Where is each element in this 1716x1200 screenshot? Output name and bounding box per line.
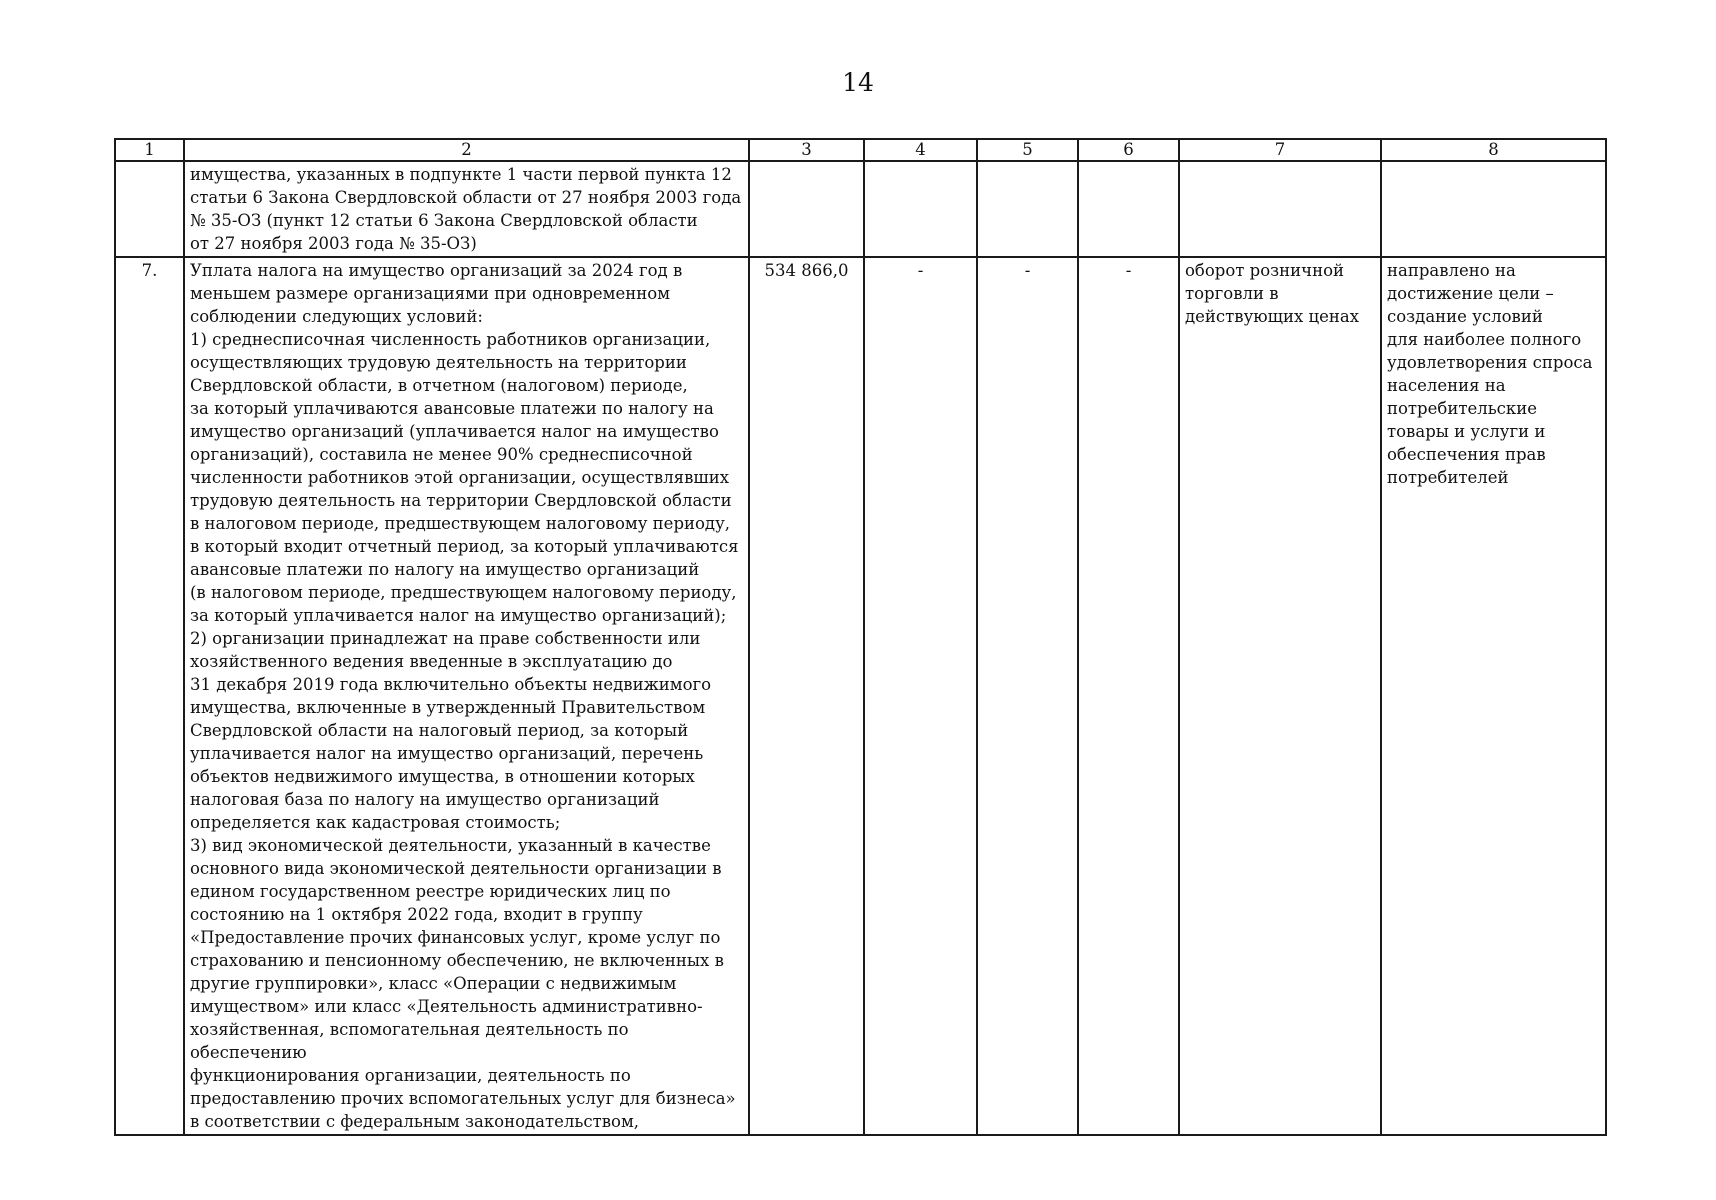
cell-indicator: оборот розничной торговли в действующих ценах (1179, 257, 1381, 1135)
cell-col-4: - (864, 257, 977, 1135)
cell-col-6: - (1078, 257, 1179, 1135)
cell-amount (749, 161, 864, 257)
cell-col-4 (864, 161, 977, 257)
cell-amount: 534 866,0 (749, 257, 864, 1135)
cell-number: 7. (115, 257, 184, 1135)
header-col-5: 5 (977, 139, 1078, 161)
header-col-6: 6 (1078, 139, 1179, 161)
header-col-4: 4 (864, 139, 977, 161)
page-number: 14 (842, 68, 874, 97)
header-col-7: 7 (1179, 139, 1381, 161)
header-col-2: 2 (184, 139, 749, 161)
cell-description: Уплата налога на имущество организаций за 2024 год в меньшем размере организациями при одновременном соблюдении следующих условий: 1) среднесписочная численность работников организации, осуществляющих трудовую деятельность на территории Свердловской области, в отчетном (налоговом) периоде, за который уплачиваются авансовые платежи по налогу на имущество организаций (уплачивается налог на имущество организаций), составила не менее 90% среднесписочной численности работников этой организации, осуществлявших трудовую деятельность на территории Свердловской области в налоговом периоде, предшествующем налоговому периоду, в который входит отчетный период, за который уплачиваются авансовые платежи по налогу на имущество организаций (в налоговом периоде, предшествующем налоговому периоду, за который уплачивается налог на имущество организаций); 2) организации принадлежат на праве собственности или хозяйственного ведения введенные в эксплуатацию до 31 декабря 2019 года включительно объекты недвижимого имущества, включенные в утвержденный Правительством Свердловской области на налоговый период, за который уплачивается налог на имущество организаций, перечень объектов недвижимого имущества, в отношении которых налоговая база по налогу на имущество организаций определяется как кадастровая стоимость; 3) вид экономической деятельности, указанный в качестве основного вида экономической деятельности организации в едином государственном реестре юридических лиц по состоянию на 1 октября 2022 года, входит в группу «Предоставление прочих финансовых услуг, кроме услуг по страхованию и пенсионному обеспечению, не включенных в другие группировки», класс «Операции с недвижимым имуществом» или класс «Деятельность административно- хозяйственная, вспомогательная деятельность по обеспечению функционирования организации, деятельность по предоставлению прочих вспомогательных услуг для бизнеса» в соответствии с федеральным законодательством, (184, 257, 749, 1135)
cell-col-5: - (977, 257, 1078, 1135)
table-row-7 (115, 257, 1606, 1135)
cell-col-5 (977, 161, 1078, 257)
cell-col-6 (1078, 161, 1179, 257)
header-col-3: 3 (749, 139, 864, 161)
table-row-continuation (115, 161, 1606, 257)
cell-goal (1381, 161, 1606, 257)
table-header-row (115, 139, 1606, 161)
header-col-1: 1 (115, 139, 184, 161)
cell-description: имущества, указанных в подпункте 1 части первой пункта 12 статьи 6 Закона Свердловской области от 27 ноября 2003 года № 35-ОЗ (пункт 12 статьи 6 Закона Свердловской области от 27 ноября 2003 года № 35-ОЗ) (184, 161, 749, 257)
benefits-table (114, 138, 1607, 1136)
cell-number (115, 161, 184, 257)
cell-indicator (1179, 161, 1381, 257)
cell-goal: направлено на достижение цели – создание условий для наиболее полного удовлетворения спроса населения на потребительские товары и услуги и обеспечения прав потребителей (1381, 257, 1606, 1135)
header-col-8: 8 (1381, 139, 1606, 161)
